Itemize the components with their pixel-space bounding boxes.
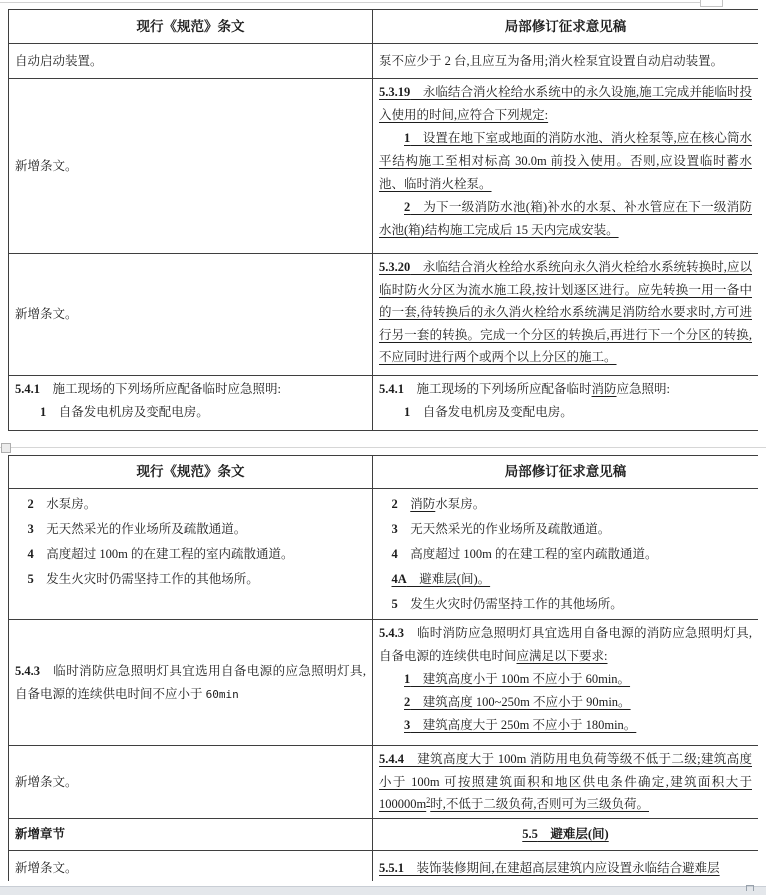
- cell-right: [373, 746, 759, 819]
- cell-left: [9, 746, 373, 819]
- column-header-left: 现行《规范》条文: [9, 456, 373, 489]
- cell-right: [373, 850, 759, 881]
- paragraph: [15, 856, 366, 880]
- paragraph: [15, 303, 366, 326]
- column-header-right: 局部修订征求意见稿: [373, 456, 759, 489]
- text-segment: 自备发电机房及变配电房。: [410, 405, 573, 419]
- text-segment: 5: [391, 597, 398, 611]
- text-segment: 5.4.1: [15, 382, 40, 396]
- cell-left: [9, 620, 373, 746]
- text-segment: 消防: [410, 497, 436, 511]
- text-segment: 时,不低于二级负荷,否则可为三级负荷。: [430, 797, 649, 811]
- text-segment: 5.4.4: [379, 752, 404, 766]
- paragraph: [15, 771, 366, 794]
- text-segment: 3: [404, 718, 411, 732]
- text-segment: 设置在地下室或地面的消防水池、消火栓泵等,应在核心筒水平结构施工至相对标高 30.0m 前投入使用。否则,应设置临时蓄水池、临时消火栓泵。: [379, 131, 752, 191]
- text-segment: 60min: [205, 687, 239, 701]
- text-segment: 建筑高度小于 100m 不应小于 60min。: [410, 672, 631, 686]
- text-segment: 1: [40, 405, 47, 419]
- text-segment: 避难层(间)。: [406, 572, 491, 586]
- cell-right: [373, 79, 759, 254]
- paragraph: [379, 691, 752, 714]
- text-segment: 2: [426, 795, 431, 805]
- table-row: [9, 489, 759, 620]
- page-divider-line: [0, 447, 766, 448]
- text-segment: 5.5: [522, 827, 538, 841]
- text-segment: 3: [391, 522, 398, 536]
- table-row: [9, 376, 759, 431]
- paragraph: [379, 622, 752, 668]
- text-segment: 水泵房。: [435, 497, 486, 511]
- table-row: [9, 746, 759, 819]
- paragraph: [379, 517, 752, 542]
- cell-right: [373, 376, 759, 431]
- text-segment: 施工现场的下列场所应配备临时应急照明:: [40, 382, 281, 396]
- table-row: [9, 79, 759, 254]
- table-row: [9, 620, 759, 746]
- table-row: [9, 254, 759, 376]
- cell-right: [373, 620, 759, 746]
- paragraph: [15, 492, 366, 517]
- cell-right: [373, 254, 759, 376]
- paragraph: [379, 49, 752, 73]
- cell-left: [9, 254, 373, 376]
- table-1-wrapper: [8, 9, 758, 431]
- paragraph: [379, 822, 752, 846]
- paragraph: [15, 822, 366, 846]
- paragraph: [15, 660, 366, 706]
- header-row: [9, 10, 759, 44]
- text-segment: 2: [404, 200, 411, 214]
- revision-table-2: [8, 455, 758, 881]
- text-segment: 5.4.3: [379, 626, 404, 640]
- column-header-left: 现行《规范》条文: [9, 10, 373, 44]
- text-segment: 永临结合消火栓给水系统中的永久设施,施工完成并能临时投入使用的时间,应符合下列规定:: [379, 85, 752, 122]
- paragraph: [379, 81, 752, 127]
- text-segment: 发生火灾时仍需坚持工作的其他场所。: [33, 572, 259, 586]
- text-segment: 无天然采光的作业场所及疏散通道。: [33, 522, 247, 536]
- text-segment: 发生火灾时仍需坚持工作的其他场所。: [397, 597, 623, 611]
- text-segment: 施工现场的下列场所应配备临时: [404, 382, 592, 396]
- cell-left: [9, 376, 373, 431]
- paragraph: [15, 517, 366, 542]
- text-segment: 4A: [391, 572, 407, 586]
- text-segment: 为下一级消防水池(箱)补水的水泵、补水管应在下一级消防水池(箱)结构施工完成后 15 天内完成安装。: [379, 200, 752, 237]
- text-segment: 5.3.19: [379, 85, 411, 99]
- text-segment: 1: [404, 672, 411, 686]
- text-segment: 高度超过 100m 的在建工程的室内疏散通道。: [397, 547, 658, 561]
- text-segment: 新增条文。: [15, 860, 78, 875]
- text-segment: 5.4.1: [379, 382, 404, 396]
- column-header-right: 局部修订征求意见稿: [373, 10, 759, 44]
- text-segment: 装饰装修期间,在建超高层建筑内应设置永临结合避难层: [404, 860, 720, 875]
- text-segment: 2: [391, 497, 398, 511]
- paragraph: [15, 378, 366, 401]
- header-row: [9, 456, 759, 489]
- text-segment: 泵不应少于 2 台,且应互为备用;消火栓泵宜设置自动启动装置。: [379, 54, 724, 68]
- paragraph: [379, 714, 752, 737]
- text-segment: 应满足以下要求:: [516, 649, 608, 663]
- resize-mark: [746, 885, 754, 891]
- text-segment: 1: [404, 405, 411, 419]
- table-handle-top: [700, 0, 723, 7]
- paragraph: [379, 127, 752, 196]
- text-segment: 1: [404, 131, 411, 145]
- table-handle-mid: [1, 443, 11, 453]
- cell-right: [373, 44, 759, 79]
- text-segment: 建筑高度大于 250m 不应小于 180min。: [410, 718, 637, 732]
- text-segment: 应急照明:: [616, 382, 671, 396]
- text-segment: 临时消防应急照明灯具宜选用自备电源的消防应急照明灯具,自备电源的连续供电时间: [379, 626, 752, 663]
- paragraph: [15, 49, 366, 73]
- paragraph: [379, 378, 752, 401]
- text-segment: 2: [404, 695, 411, 709]
- text-segment: 永临结合消火栓给水系统向永久消火栓给水系统转换时,应以临时防火分区为流水施工段,按计划逐区进行。应先转换一用一备中的一套,待转换后的永久消火栓给水系统满足消防给水要求时,方可进行另一套的转换。完成一个分区的转换后,再进行下一个分区的转换,不应同时进行两个或两个以上分区的施工。: [379, 260, 752, 364]
- paragraph: [379, 196, 752, 242]
- cell-right: [373, 818, 759, 850]
- paragraph: [379, 542, 752, 567]
- text-segment: 自动启动装置。: [15, 54, 103, 68]
- paragraph: [15, 542, 366, 567]
- paragraph: [379, 492, 752, 517]
- cell-left: [9, 818, 373, 850]
- paragraph: [15, 567, 366, 592]
- table-row: [9, 850, 759, 881]
- paragraph: [379, 592, 752, 617]
- paragraph: [379, 401, 752, 424]
- page-edge-line: [0, 2, 712, 3]
- text-segment: 水泵房。: [33, 497, 97, 511]
- paragraph: [379, 256, 752, 369]
- cell-left: [9, 79, 373, 254]
- text-segment: 无天然采光的作业场所及疏散通道。: [397, 522, 611, 536]
- table-2-wrapper: [8, 455, 758, 881]
- paragraph: [379, 748, 752, 816]
- text-segment: 新增条文。: [15, 307, 78, 322]
- text-segment: 避难层(间): [537, 827, 609, 841]
- paragraph: [379, 856, 752, 880]
- text-segment: 4: [27, 547, 34, 561]
- table-row: [9, 44, 759, 79]
- text-segment: 自备发电机房及变配电房。: [46, 405, 209, 419]
- text-segment: 建筑高度 100~250m 不应小于 90min。: [410, 695, 631, 709]
- text-segment: 消防: [591, 382, 617, 396]
- text-segment: 临时消防应急照明灯具宜选用自备电源的应急照明灯具,自备电源的连续供电时间不应小于: [15, 663, 366, 701]
- cell-left: [9, 44, 373, 79]
- text-segment: 新增条文。: [15, 158, 78, 173]
- text-segment: 新增条文。: [15, 774, 78, 789]
- text-segment: 高度超过 100m 的在建工程的室内疏散通道。: [33, 547, 294, 561]
- text-segment: [398, 497, 411, 511]
- text-segment: 4: [391, 547, 398, 561]
- text-segment: 5: [27, 572, 34, 586]
- paragraph: [15, 401, 366, 424]
- text-segment: 5.3.20: [379, 260, 411, 274]
- text-segment: 建筑高度大于 100m 消防用电负荷等级不低于二级;建筑高度小于 100m 可按照建筑面积和地区供电条件确定,建筑面积大于 100000m: [379, 752, 752, 811]
- paragraph: [379, 567, 752, 592]
- cell-left: [9, 489, 373, 620]
- cell-right: [373, 489, 759, 620]
- paragraph: [379, 668, 752, 691]
- paragraph: [15, 155, 366, 178]
- text-segment: 新增章节: [15, 827, 66, 841]
- text-segment: 5.4.3: [15, 663, 40, 678]
- table-row: [9, 818, 759, 850]
- text-segment: 5.5.1: [379, 860, 404, 875]
- text-segment: 3: [27, 522, 34, 536]
- revision-table-1: [8, 9, 758, 431]
- cell-left: [9, 850, 373, 881]
- text-segment: 2: [27, 497, 34, 511]
